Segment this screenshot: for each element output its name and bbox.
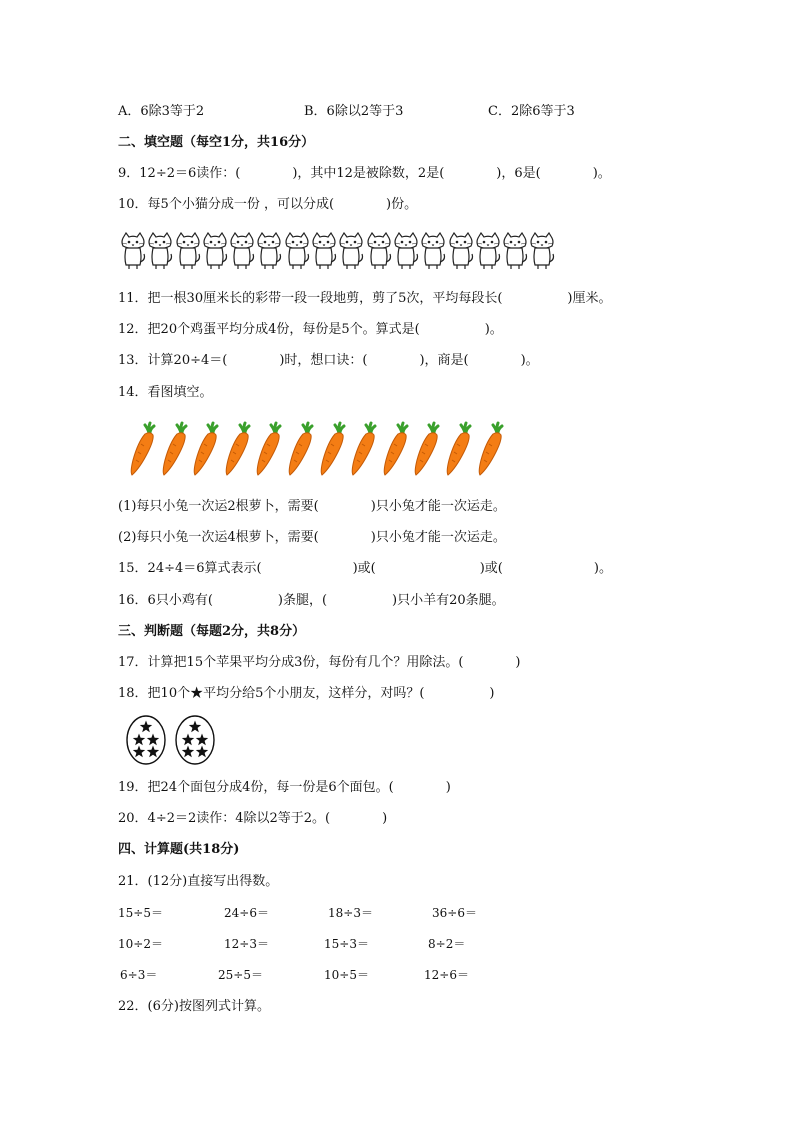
calc-item: 12÷6＝ <box>424 968 469 982</box>
carrot-icon <box>223 420 253 478</box>
star-oval <box>175 715 215 765</box>
carrot-icon <box>349 420 379 478</box>
question-13: 13．计算20÷4＝( )时，想口诀：( )，商是( )。 <box>118 353 539 368</box>
question-14-2: (2)每只小兔一次运4根萝卜，需要( )只小兔才能一次运走。 <box>118 530 506 545</box>
cat-icon <box>529 232 555 270</box>
cat-icon <box>448 232 474 270</box>
carrot-icon <box>412 420 442 478</box>
carrot-icon <box>191 420 221 478</box>
cat-icon <box>284 232 310 270</box>
carrot-icon <box>318 420 348 478</box>
carrot-icon <box>254 420 284 478</box>
question-18: 18．把10个★平均分给5个小朋友，这样分，对吗？( ) <box>118 686 495 701</box>
carrot-icon <box>444 420 474 478</box>
question-10: 10．每5个小猫分成一份 ，可以分成( )份。 <box>118 197 418 212</box>
section4-heading: 四、计算题(共18分) <box>118 842 240 857</box>
section3-heading: 三、判断题（每题2分，共8分） <box>118 624 306 639</box>
calc-item: 36÷6＝ <box>432 906 477 920</box>
cat-icon <box>475 232 501 270</box>
calc-item: 12÷3＝ <box>224 937 269 951</box>
question-19: 19．把24个面包分成4份，每一份是6个面包。( ) <box>118 780 451 795</box>
question-14: 14．看图填空。 <box>118 385 213 400</box>
cat-icon <box>202 232 228 270</box>
question-17: 17．计算把15个苹果平均分成3份，每份有几个？用除法。( ) <box>118 655 521 670</box>
star-ovals <box>126 715 224 765</box>
cat-row <box>120 232 557 270</box>
carrot-row <box>128 420 507 478</box>
calc-item: 18÷3＝ <box>328 906 373 920</box>
cat-icon <box>338 232 364 270</box>
carrot-icon <box>476 420 506 478</box>
carrot-icon <box>286 420 316 478</box>
cat-icon <box>175 232 201 270</box>
option-a: A．6除3等于2 <box>118 104 205 119</box>
question-22: 22．(6分)按图列式计算。 <box>118 999 270 1014</box>
option-b: B．6除以2等于3 <box>304 104 404 119</box>
question-15: 15．24÷4＝6算式表示( )或( )或( )。 <box>118 561 612 576</box>
calc-item: 15÷5＝ <box>118 906 163 920</box>
cat-icon <box>120 232 146 270</box>
question-14-1: (1)每只小兔一次运2根萝卜，需要( )只小兔才能一次运走。 <box>118 499 506 514</box>
question-12: 12．把20个鸡蛋平均分成4份，每份是5个。算式是( )。 <box>118 322 503 337</box>
cat-icon <box>366 232 392 270</box>
question-9: 9．12÷2＝6读作：( )，其中12是被除数，2是( )，6是( )。 <box>118 166 611 181</box>
cat-icon <box>420 232 446 270</box>
cat-icon <box>147 232 173 270</box>
calc-item: 8÷2＝ <box>428 937 466 951</box>
question-16: 16．6只小鸡有( )条腿，( )只小羊有20条腿。 <box>118 593 505 608</box>
question-11: 11．把一根30厘米长的彩带一段一段地剪，剪了5次，平均每段长( )厘米。 <box>118 291 612 306</box>
option-c: C．2除6等于3 <box>488 104 575 119</box>
calc-item: 24÷6＝ <box>224 906 269 920</box>
question-21: 21．(12分)直接写出得数。 <box>118 874 279 889</box>
cat-icon <box>393 232 419 270</box>
question-20: 20．4÷2＝2读作：4除以2等于2。( ) <box>118 811 388 826</box>
section2-heading: 二、填空题（每空1分，共16分） <box>118 135 315 150</box>
carrot-icon <box>160 420 190 478</box>
calc-item: 15÷3＝ <box>324 937 369 951</box>
star-oval <box>126 715 166 765</box>
calc-item: 10÷2＝ <box>118 937 163 951</box>
carrot-icon <box>381 420 411 478</box>
cat-icon <box>229 232 255 270</box>
cat-icon <box>311 232 337 270</box>
cat-icon <box>256 232 282 270</box>
carrot-icon <box>128 420 158 478</box>
calc-item: 10÷5＝ <box>324 968 369 982</box>
calc-item: 6÷3＝ <box>120 968 158 982</box>
calc-item: 25÷5＝ <box>218 968 263 982</box>
cat-icon <box>502 232 528 270</box>
